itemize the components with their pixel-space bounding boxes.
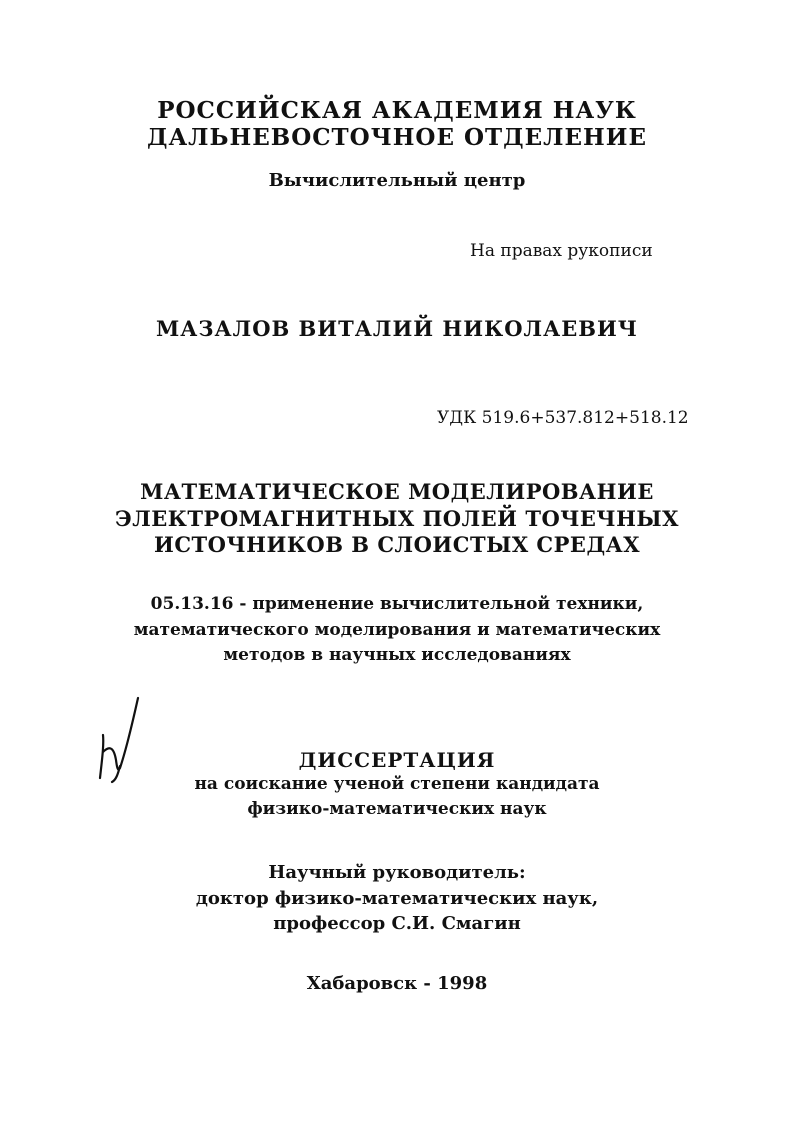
computing-center: Вычислительный центр <box>268 170 526 191</box>
specialty-line-1: 05.13.16 - применение вычислительной техники, <box>150 594 644 614</box>
academy-name: РОССИЙСКАЯ АКАДЕМИЯ НАУК <box>157 97 637 124</box>
specialty-line-2: математического моделирования и математических <box>133 620 661 640</box>
advisor-label: Научный руководитель: <box>268 862 526 883</box>
degree-line-1: на соискание ученой степени кандидата <box>194 774 600 794</box>
branch-name: ДАЛЬНЕВОСТОЧНОЕ ОТДЕЛЕНИЕ <box>147 124 647 151</box>
place-year: Хабаровск - 1998 <box>306 973 488 994</box>
rights-note: На правах рукописи <box>470 241 653 261</box>
specialty-line-3: методов в научных исследованиях <box>223 645 571 665</box>
title-line-1: МАТЕМАТИЧЕСКОЕ МОДЕЛИРОВАНИЕ <box>140 479 654 504</box>
dissertation-heading: ДИССЕРТАЦИЯ <box>298 748 496 772</box>
advisor-degree: доктор физико-математических наук, <box>195 888 599 909</box>
title-line-3: ИСТОЧНИКОВ В СЛОИСТЫХ СРЕДАХ <box>153 532 641 557</box>
advisor-name: профессор С.И. Смагин <box>273 913 521 934</box>
author-name: МАЗАЛОВ ВИТАЛИЙ НИКОЛАЕВИЧ <box>156 316 638 341</box>
degree-line-2: физико-математических наук <box>247 799 547 819</box>
title-line-2: ЭЛЕКТРОМАГНИТНЫХ ПОЛЕЙ ТОЧЕЧНЫХ <box>115 506 679 531</box>
udc-code: УДК 519.6+537.812+518.12 <box>437 408 689 428</box>
